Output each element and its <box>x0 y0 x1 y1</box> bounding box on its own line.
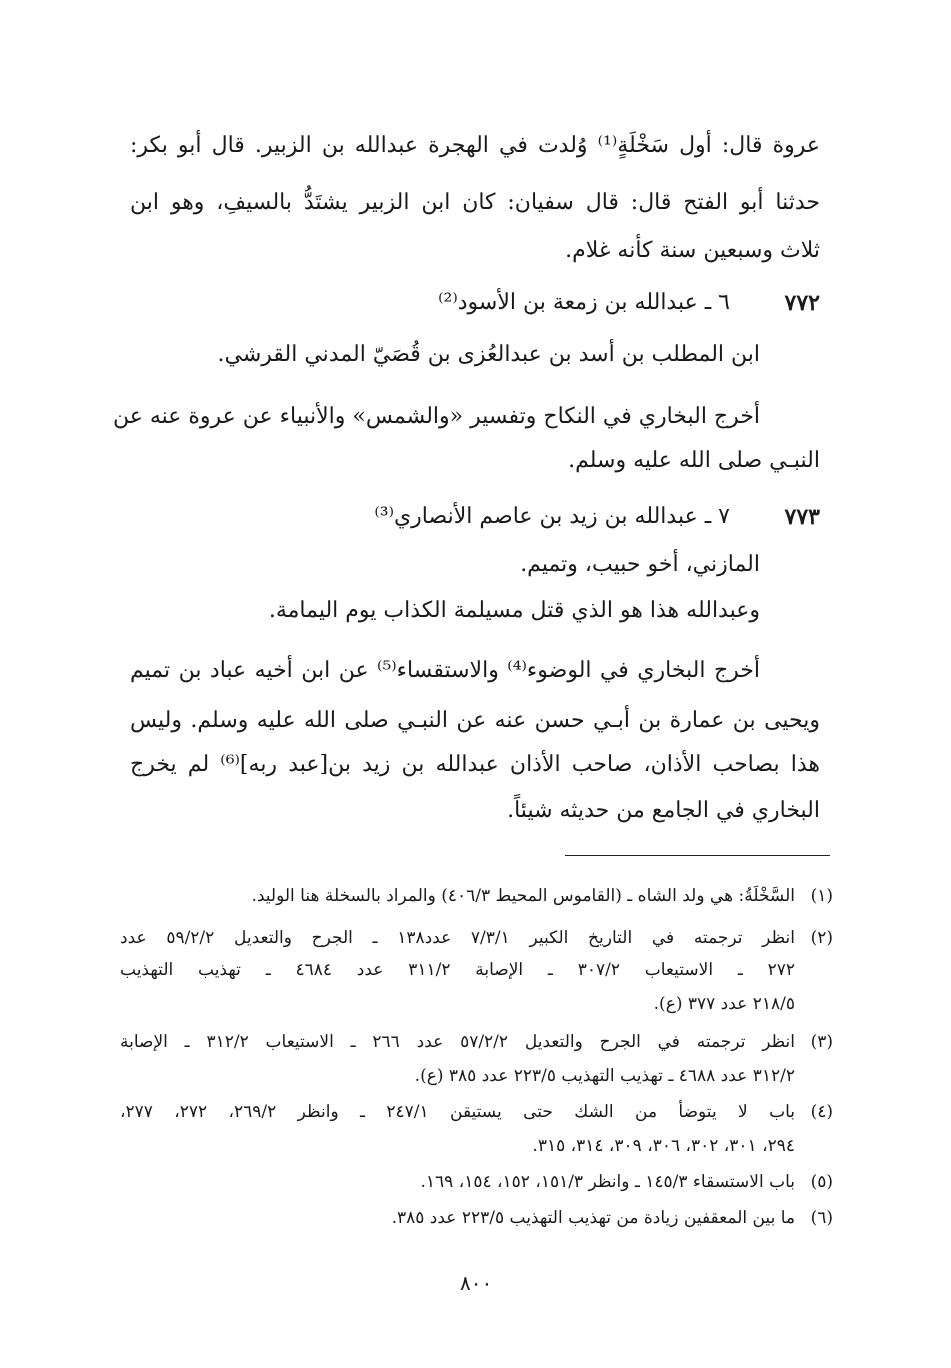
footnote-5-line-1: باب الاستسقاء ١٤٥/٣ ـ وانظر ١٥١/٣، ١٥٢، ١٥٤، ١٦٩. <box>420 1172 795 1192</box>
intro-line-3: ثلاث وسبعين سنة كأنه غلام. <box>565 238 820 263</box>
footnote-1-marker: (١) <box>810 886 833 906</box>
entry-heading-772: ٦ ـ عبدالله بن زمعة بن الأسود⁽²⁾ <box>438 290 730 315</box>
footnote-3-line-2: ٣١٢/٢ عدد ٤٦٨٨ ـ تهذيب التهذيب ٢٢٣/٥ عدد ٣٨٥ (ع). <box>414 1066 795 1086</box>
entry-lineage-772: ابن المطلب بن أسد بن عبدالعُزى بن قُصَيّ المدني القرشي. <box>217 342 760 367</box>
entry-body-772-line-2: النبـي صلى الله عليه وسلم. <box>568 448 820 473</box>
footnote-6-line-1: ما بين المعقفين زيادة من تهذيب التهذيب ٢٢٣/٥ عدد ٣٨٥. <box>391 1208 795 1228</box>
entry-body-773-line-2: ويحيى بن عمارة بن أبـي حسن عنه عن النبـي صلى الله عليه وسلم. وليس <box>130 708 820 733</box>
entry-number-773: ٧٧٣ <box>784 504 820 530</box>
footnote-5-marker: (٥) <box>810 1172 833 1192</box>
intro-line-2: حدثنا أبو الفتح قال: قال سفيان: كان ابن الزبير يشتَدُّ بالسيفِ، وهو ابن <box>130 190 820 215</box>
entry-line-773-1: المازني، أخو حبيب، وتميم. <box>520 552 760 577</box>
footnote-4-marker: (٤) <box>810 1102 833 1122</box>
footnote-3-line-1: انظر ترجمته في الجرح والتعديل ٥٧/٢/٢ عدد ٢٦٦ ـ الاستيعاب ٣١٢/٢ ـ الإصابة <box>120 1032 796 1052</box>
footnote-1-line-1: السَّخْلَةُ: هي ولد الشاه ـ (القاموس المحيط ٤٠٦/٣) والمراد بالسخلة هنا الوليد. <box>251 886 795 906</box>
footnote-2-marker: (٢) <box>810 928 833 948</box>
entry-body-773-line-3: هذا بصاحب الأذان، صاحب الأذان عبدالله بن زيد بن[عبد ربه]⁽⁶⁾ لم يخرج <box>130 752 820 777</box>
entry-line-773-2: وعبدالله هذا هو الذي قتل مسيلمة الكذاب يوم اليمامة. <box>268 598 760 623</box>
footnote-4-line-2: ٢٩٤، ٣٠١، ٣٠٢، ٣٠٦، ٣٠٩، ٣١٤، ٣١٥. <box>532 1136 795 1156</box>
entry-body-773-line-4: البخاري في الجامع من حديثه شيئاً. <box>507 798 820 823</box>
page-number: ٨٠٠ <box>460 1271 493 1295</box>
footnote-2-line-3: ٢١٨/٥ عدد ٣٧٧ (ع). <box>653 994 795 1014</box>
entry-body-772-line-1: أخرج البخاري في النكاح وتفسير «والشمس» والأنبياء عن عروة عنه عن <box>112 404 760 429</box>
footnote-3-marker: (٣) <box>810 1032 833 1052</box>
footnote-2-line-2: ٢٧٢ ـ الاستيعاب ٣٠٧/٢ ـ الإصابة ٣١١/٢ عدد ٤٦٨٤ ـ تهذيب التهذيب <box>120 960 796 980</box>
footnote-6-marker: (٦) <box>810 1208 833 1228</box>
footnote-2-line-1: انظر ترجمته في التاريخ الكبير ٧/٣/١ عدد١٣٨ ـ الجرح والتعديل ٥٩/٢/٢ عدد <box>120 928 795 948</box>
footnote-separator <box>565 855 830 856</box>
entry-number-772: ٧٧٢ <box>784 290 820 316</box>
footnote-4-line-1: باب لا يتوضأ من الشك حتى يستيقن ٢٤٧/١ ـ وانظر ٢٦٩/٢، ٢٧٢، ٢٧٧، <box>120 1102 796 1122</box>
entry-body-773-line-1: أخرج البخاري في الوضوء⁽⁴⁾ والاستقساء⁽⁵⁾ عن ابن أخيه عباد بن تميم <box>130 658 760 683</box>
entry-heading-773: ٧ ـ عبدالله بن زيد بن عاصم الأنصاري⁽³⁾ <box>374 504 730 529</box>
intro-line-1: عروة قال: أول سَخْلَةٍ⁽¹⁾ وُلدت في الهجرة عبدالله بن الزبير. قال أبو بكر: <box>130 133 820 158</box>
